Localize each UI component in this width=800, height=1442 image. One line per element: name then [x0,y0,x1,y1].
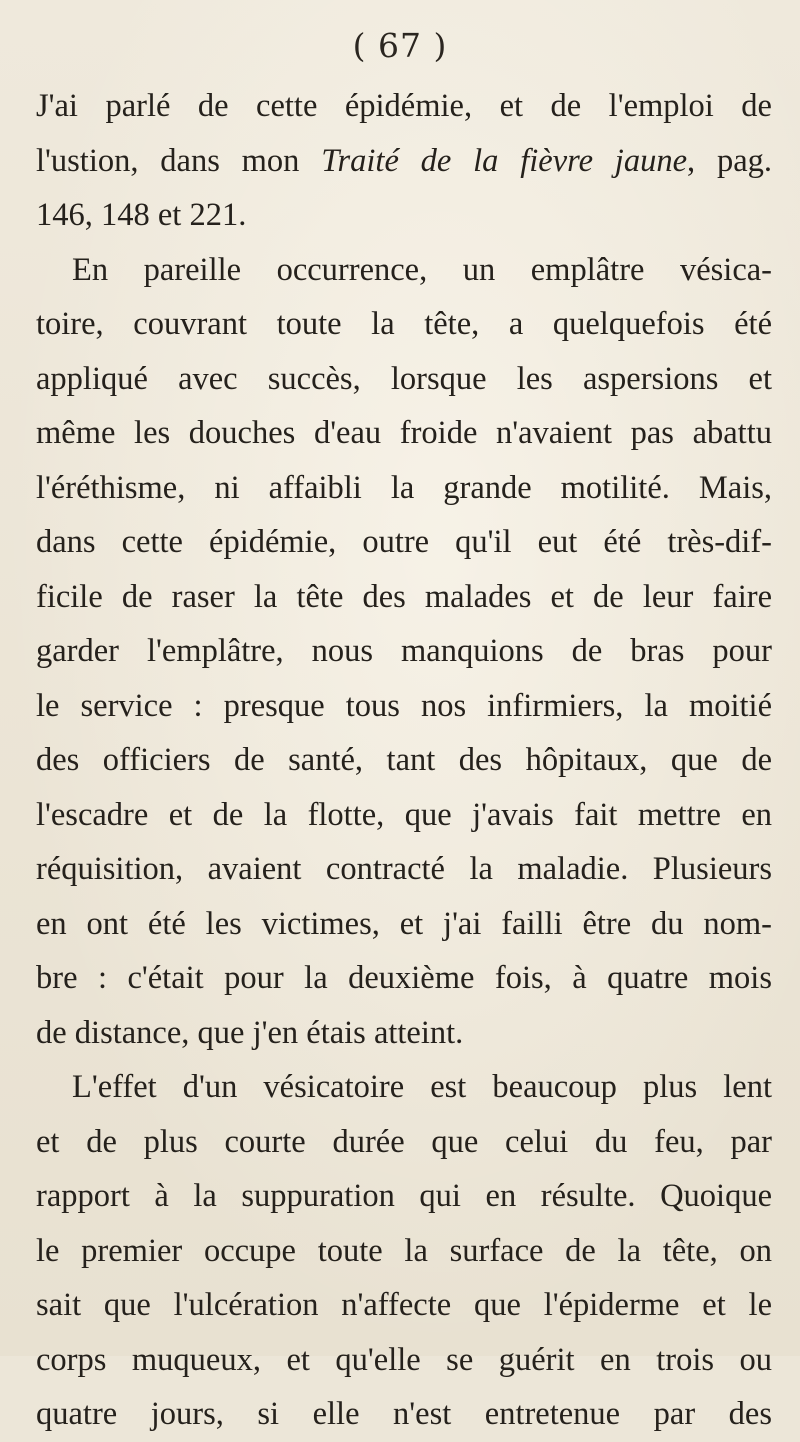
text-line: garder l'emplâtre, nous manquions de bras pour [36,633,772,669]
text-line: l'escadre et de la flotte, que j'avais fait mettre en [36,796,772,833]
text-line: réquisition, avaient contracté la maladie. Plusieurs [36,851,772,887]
text-line: rapport à la suppuration qui en résulte. Quoique [36,1178,772,1214]
text-line: appliqué avec succès, lorsque les aspersions et [36,360,772,397]
page-number: ( 67 ) [352,26,448,65]
text-line: J'ai parlé de cette épidémie, et de l'emploi de [36,88,772,124]
text-line: dans cette épidémie, outre qu'il eut été très-dif- [36,524,772,560]
text-line: l'éréthisme, ni affaibli la grande motilité. Mais, [36,469,772,506]
text-line: quatre jours, si elle n'est entretenue par des [36,1396,772,1432]
text-line: sait que l'ulcération n'affecte que l'épiderme et le [36,1287,772,1323]
book-title-italic: Traité de la fièvre jaune [321,142,688,179]
body-text [36,79,772,1442]
text-line: 146, 148 et 221. [36,197,247,233]
paragraph-first-line: En pareille occurrence, un emplâtre vésica- [72,251,772,288]
text-run: l'ustion, dans mon [36,142,322,179]
text-line: ficile de raser la tête des malades et de leur faire [36,578,772,615]
text-line: corps muqueux, et qu'elle se guérit en trois ou [36,1341,772,1378]
text-line: même les douches d'eau froide n'avaient pas abattu [36,415,772,451]
text-line: des officiers de santé, tant des hôpitaux, que de [36,742,772,778]
text-line: et de plus courte durée que celui du feu, par [36,1123,772,1160]
text-line: le premier occupe toute la surface de la tête, on [36,1232,772,1269]
text-line: toire, couvrant toute la tête, a quelquefois été [36,306,772,342]
paragraph-first-line: L'effet d'un vésicatoire est beaucoup plus lent [72,1069,772,1105]
text-line [36,134,772,189]
text-line: de distance, que j'en étais atteint. [36,1014,464,1051]
text-run: , pag. [687,142,772,179]
text-line: bre : c'était pour la deuxième fois, à quatre mois [36,960,772,996]
text-line: en ont été les victimes, et j'ai failli être du nom- [36,905,772,942]
text-line: le service : presque tous nos infirmiers, la moitié [36,687,772,724]
